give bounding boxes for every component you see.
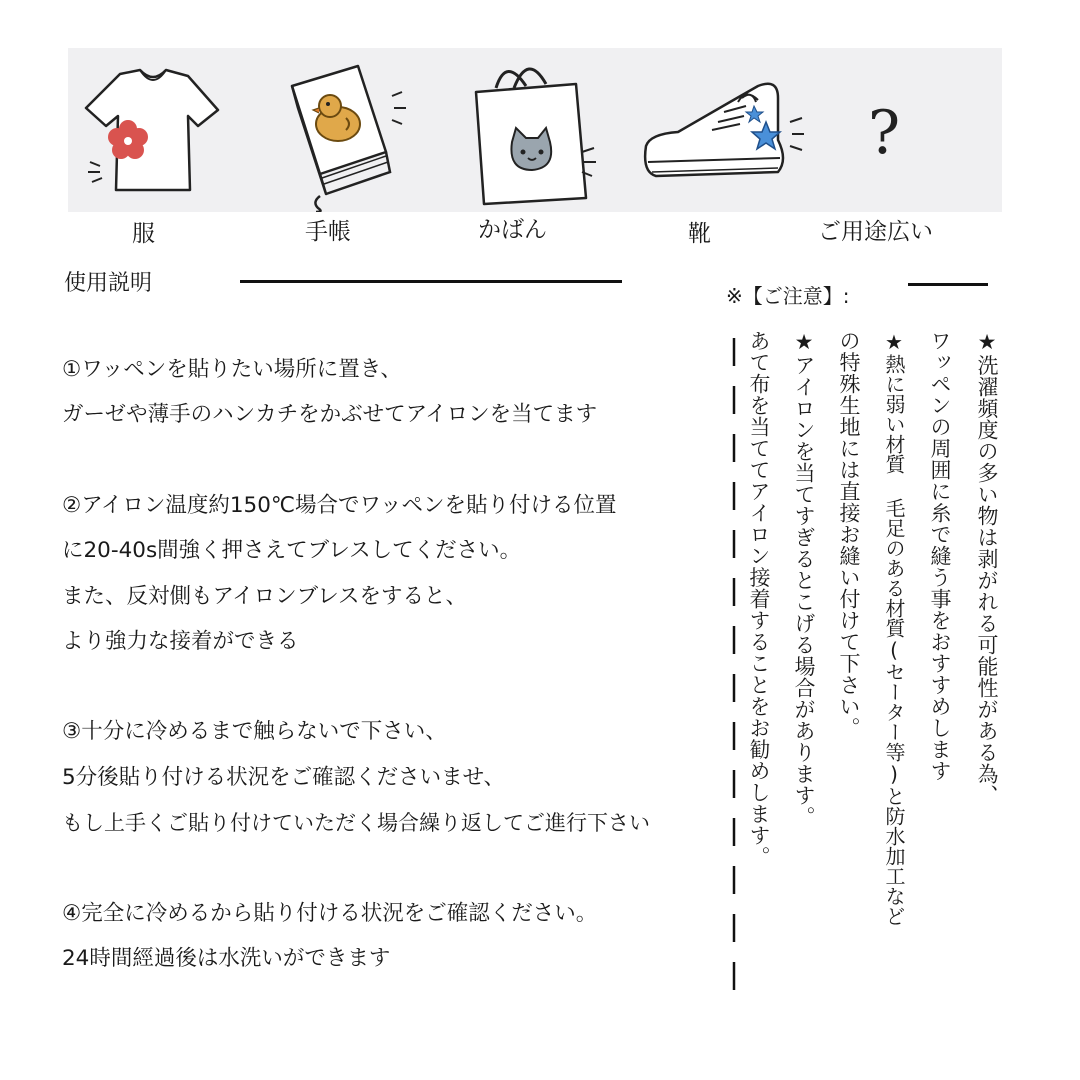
notice-column: ★アイロンを当てすぎるとこげる場合があります。 bbox=[792, 330, 816, 828]
question-mark-icon: ? bbox=[868, 98, 901, 168]
usage-line: もし上手くご貼り付けていただく場合繰り返してご進行下さい bbox=[62, 811, 650, 835]
usage-line: ②アイロン温度約150℃場合でワッペンを貼り付ける位置 bbox=[62, 493, 617, 518]
usage-line: また、反対側もアイロンブレスをすると、 bbox=[62, 584, 468, 609]
notice-divider bbox=[908, 283, 988, 286]
dashed-divider bbox=[729, 338, 739, 1018]
tshirt-icon bbox=[78, 62, 228, 202]
notice-column: の特殊生地には直接お縫い付けて下さい。 bbox=[837, 330, 861, 739]
usage-line: ①ワッペンを貼りたい場所に置き、 bbox=[62, 357, 402, 382]
usage-line: ③十分に冷めるまで触らないで下さい、 bbox=[62, 719, 447, 744]
category-label-shoes: 靴 bbox=[688, 221, 711, 247]
tote-bag-icon bbox=[466, 58, 606, 208]
usage-line: ガーゼや薄手のハンカチをかぶせてアイロンを当てます bbox=[62, 402, 598, 427]
usage-line: に20-40s間強く押さえてブレスしてください。 bbox=[62, 538, 522, 563]
notice-column: あて布を当ててアイロン接着することをお勧めします。 bbox=[747, 330, 771, 868]
usage-heading: 使用説明 bbox=[64, 271, 153, 296]
category-label-notebook: 手帳 bbox=[305, 219, 351, 245]
usage-line: ④完全に冷めるから貼り付ける状況をご確認ください。 bbox=[62, 901, 598, 926]
notebook-icon bbox=[280, 56, 410, 212]
category-label-clothes: 服 bbox=[132, 221, 155, 247]
notice-column: ★洗濯頻度の多い物は剥がれる可能性がある為、 bbox=[975, 330, 999, 806]
category-label-bag: かばん bbox=[478, 217, 547, 243]
notice-column: ワッペンの周囲に糸で縫う事をおすすめします bbox=[928, 330, 952, 782]
usage-line: 5分後貼り付ける状況をご確認くださいませ、 bbox=[62, 765, 506, 790]
notice-column: ★熱に弱い材質 毛足のある材質(セーター等)と防水加工など bbox=[882, 330, 906, 926]
sneaker-icon bbox=[638, 76, 838, 192]
usage-line: より強力な接着ができる bbox=[62, 629, 299, 654]
category-label-various: ご用途広い bbox=[818, 219, 933, 245]
usage-line: 24時間經過後は水洗いができます bbox=[62, 946, 391, 971]
notice-title: ※【ご注意】: bbox=[726, 284, 850, 308]
heading-divider bbox=[240, 280, 622, 283]
